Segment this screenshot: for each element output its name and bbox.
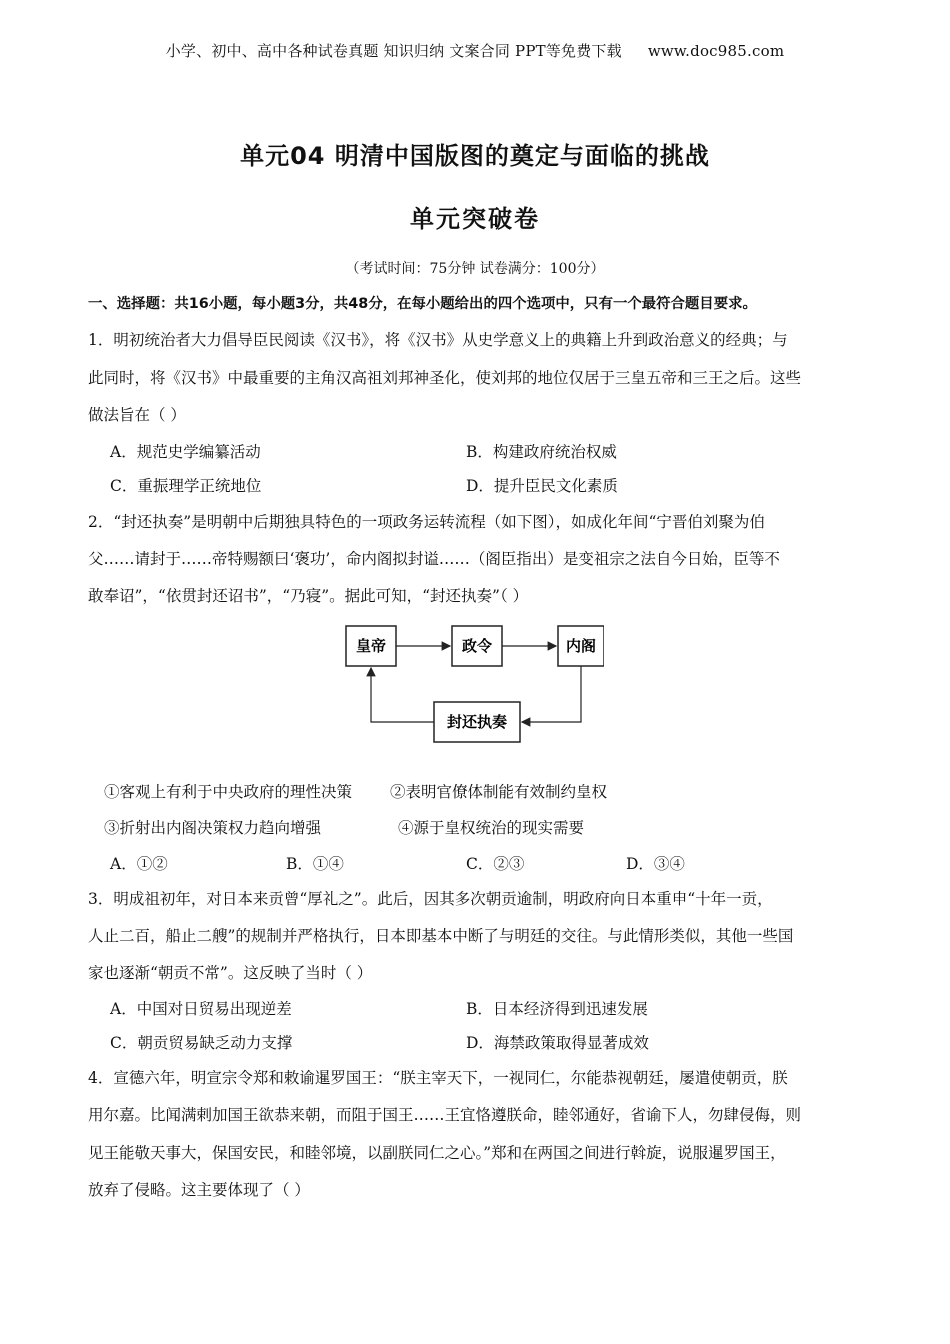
page-subtitle: 单元突破卷: [410, 205, 540, 233]
q1-option-a[interactable]: A．规范史学编纂活动: [110, 443, 261, 461]
q2-line: 父……请封于……帝特赐额曰‘褒功’，命内阁拟封谥……（阁臣指出）是变祖宗之法自今日始，臣等不: [88, 550, 780, 568]
arrow-cabinet-return: [522, 666, 581, 722]
q4-line: 4．宣德六年，明宣宗令郑和敕谕暹罗国王：“朕主宰天下，一视同仁，尔能恭视朝廷，屡遣使朝贡，朕: [88, 1069, 788, 1087]
q1-option-d[interactable]: D．提升臣民文化素质: [466, 477, 618, 495]
arrow-return-emperor: [371, 668, 434, 722]
q2-option-a[interactable]: A．①②: [110, 855, 168, 873]
exam-info: （考试时间：75分钟 试卷满分：100分）: [345, 261, 605, 277]
return-label: 封还执奏: [446, 713, 508, 731]
q2-line: 敢奉诏”，“依贯封还诏书”，“乃寝”。据此可知，“封还执奏”（ ）: [88, 587, 529, 605]
q2-statement-2: ②表明官僚体制能有效制约皇权: [390, 783, 608, 801]
q2-statement-1: ①客观上有利于中央政府的理性决策: [104, 783, 353, 801]
header-text: 小学、初中、高中各种试卷真题 知识归纳 文案合同 PPT等免费下载: [165, 42, 622, 60]
q2-statement-3: ③折射出内阁决策权力趋向增强: [104, 819, 322, 837]
q2-option-d[interactable]: D．③④: [626, 855, 685, 873]
header-site-link[interactable]: www.doc985.com: [647, 42, 785, 60]
q1-line: 此同时，将《汉书》中最重要的主角汉高祖刘邦神圣化，使刘邦的地位仅居于三皇五帝和三王之后。这些: [88, 369, 802, 387]
q4-line: 放弃了侵略。这主要体现了（ ）: [88, 1181, 310, 1199]
q2-line: 2．“封还执奏”是明朝中后期独具特色的一项政务运转流程（如下图），如成化年间“宁晋伯刘聚为伯: [88, 513, 765, 531]
q2-option-c[interactable]: C．②③: [466, 855, 525, 873]
q4-line: 见王能敬天事大，保国安民，和睦邻境，以副朕同仁之心。”郑和在两国之间进行斡旋，说服暹罗国王，: [88, 1144, 786, 1162]
site-header: [0, 40, 950, 61]
q2-option-b[interactable]: B．①④: [286, 855, 344, 873]
q3-line: 家也逐渐“朝贡不常”。这反映了当时（ ）: [88, 964, 373, 982]
cabinet-label: 内阁: [565, 637, 597, 655]
q2-statement-4: ④源于皇权统治的现实需要: [398, 819, 585, 837]
q3-line: 人止二百，船止二艘”的规制并严格执行，日本即基本中断了与明廷的交往。与此情形类似，其他一些国: [88, 927, 794, 945]
flow-diagram: [344, 618, 604, 746]
emperor-label: 皇帝: [355, 637, 387, 655]
decree-label: 政令: [461, 637, 493, 655]
q3-option-b[interactable]: B．日本经济得到迅速发展: [466, 1000, 648, 1018]
q3-option-a[interactable]: A．中国对日贸易出现逆差: [110, 1000, 292, 1018]
page-title: 单元04 明清中国版图的奠定与面临的挑战: [240, 142, 710, 170]
q3-option-c[interactable]: C．朝贡贸易缺乏动力支撑: [110, 1034, 293, 1052]
q3-line: 3．明成祖初年，对日本来贡曾“厚礼之”。此后，因其多次朝贡逾制，明政府向日本重申“十年一贡，: [88, 890, 773, 908]
q1-line: 1．明初统治者大力倡导臣民阅读《汉书》，将《汉书》从史学意义上的典籍上升到政治意义的经典；与: [88, 331, 788, 349]
q1-option-c[interactable]: C．重振理学正统地位: [110, 477, 262, 495]
section-heading: 一、选择题：共16小题，每小题3分，共48分，在每小题给出的四个选项中，只有一个最符合题目要求。: [88, 296, 757, 312]
q3-option-d[interactable]: D．海禁政策取得显著成效: [466, 1034, 649, 1052]
q1-option-b[interactable]: B．构建政府统治权威: [466, 443, 617, 461]
q1-line: 做法旨在（ ）: [88, 406, 186, 424]
q4-line: 用尔嘉。比闻满剌加国王欲恭来朝，而阻于国王……王宜恪遵朕命，睦邻通好，省谕下人，勿肆侵侮，则: [88, 1106, 802, 1124]
